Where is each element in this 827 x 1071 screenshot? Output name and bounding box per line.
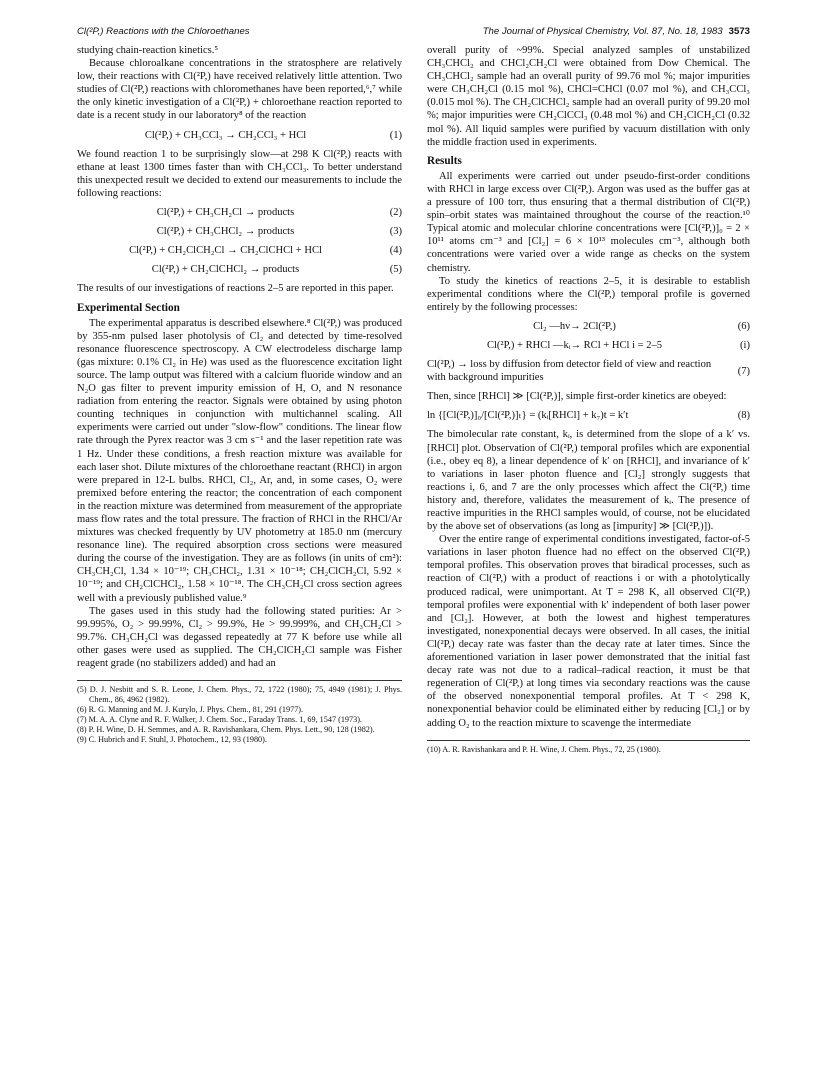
paragraph: We found reaction 1 to be surprisingly slow—at 298 K Cl(²P,) reacts with ethane at least 1300 times faster than with CH₃CCl₃. To better understand this unexpected result we decided to extend our measurements to include the following reactions: — [77, 148, 402, 199]
paragraph: The bimolecular rate constant, kᵢ, is determined from the slope of a k′ vs. [RHCl] plot. Observation of Cl(²P,) temporal profiles which are exponential (i.e., obey eq 8), a linear dependence of k′ on [RHCl], and invariance of k′ to variations in laser photon fluence and [Cl₂] strongly suggests that reactions i, 6, and 7 are the only processes which affect the Cl(²P,) time history and, therefore, validates the measurement of kᵢ. The presence of reactive impurities in the RHCl samples would, of course, not be elucidated by the above set of observations (as long as [impurity] ≫ [Cl(²P,)]). — [427, 429, 750, 533]
paragraph: Because chloroalkane concentrations in the stratosphere are relatively low, their reactions with Cl(²P,) have received relatively little attention. Two studies of Cl(²P,) reactions with chloromethanes have been reported,⁶,⁷ while the only kinetic investigation of a Cl(²P,) + chloroethane reaction reported to date is a recent study in our laboratory⁸ of the reaction — [77, 58, 402, 122]
paragraph: To study the kinetics of reactions 2–5, it is desirable to establish experimental conditions where the Cl(²P,) temporal profile is governed entirely by the following processes: — [427, 275, 750, 313]
section-heading: Experimental Section — [77, 301, 180, 314]
equation-1: Cl(²P,) + CH₃CCl₃ → CH₂CCl₃ + HCl (1) — [144, 129, 402, 141]
paragraph: Over the entire range of experimental conditions investigated, factor-of-5 variations in laser photon fluence had no effect on the observed Cl(²P,) temporal profiles. This observation proves that biradical processes, such as reaction of Cl(²P,) with a product of reactions i or with a photolytically produced radical, were unimportant. At T = 298 K, all observed Cl(²P,) temporal profiles were exponential with k′ independent of both laser power and [Cl₂]. However, at both the lowest and highest temperatures investigated, nonexponential decays were observed. In all cases, the initial Cl(²P,) decay rate was faster than the decay rate at later times. Since the aforementioned variation in laser power demonstrated that the initial fast decay rate was not due to a radical–radical reaction, it must be that regeneration of Cl(²P,) at long times via secondary reactions was the cause of the observed nonexponential temporal profiles. At T < 298 K, nonexponential behavior could be eliminated either by reducing [Cl₂] or by adding O₂ to the reaction mixture to scavenge the intermediate — [427, 534, 750, 729]
paragraph: overall purity of ~99%. Special analyzed samples of unstabilized CH₃CHCl₂ and CHCl₂CH₂Cl were obtained from Dow Chemical. The CH₃CHCl₂ sample had an overall purity of 99.76 mol %; major impurities were CH₃CH₂Cl (0.15 mol %), CHCl=CHCl (0.07 mol %), and CH₃CCl₃ (0.015 mol %). The CH₂ClCHCl₂ sample had an overall purity of 99.20 mol %; major impurities were CH₂ClCCl₃ (0.48 mol %) and CH₂ClCH₂Cl (0.32 mol %). All liquid samples were purified by vacuum distillation with only the middle fraction used in experiments. — [427, 45, 750, 148]
journal-citation: The Journal of Physical Chemistry, Vol. 87, No. 18, 1983 3573 — [482, 26, 750, 37]
footnotes — [427, 740, 750, 755]
paragraph: The gases used in this study had the following stated purities: Ar > 99.995%, O₂ > 99.99%, Cl₂ > 99.9%, He > 99.999%, and CH₃CH₂Cl > 99.7%. CH₃CH₂Cl was degassed repeatedly at 77 K before use while all other gases were used as supplied. The CH₂ClCH₂Cl sample was Fisher reagent grade (no stabilizers added) and had an — [77, 605, 402, 670]
footnote: (5) D. J. Nesbitt and S. R. Leone, J. Chem. Phys., 72, 1722 (1980); 75, 4949 (1981); J. Phys. Chem., 86, 4962 (1982). — [77, 685, 402, 705]
equation-i: Cl(²P,) + RHCl ―kᵢ→ RCl + HCl i = 2–5 (i) — [486, 339, 750, 351]
paragraph: All experiments were carried out under pseudo-first-order conditions with RHCl in large excess over Cl(²P,). Argon was used as the buffer gas at a pressure of 100 torr, thus ensuring that a thermal distribution of Cl(²P,) spin–orbit states was maintained throughout the course of the reaction.¹⁰ Typical atomic and molecular chlorine concentrations were [Cl(²P,)]₀ = 2 × 10¹¹ atoms cm⁻³ and [Cl₂] = 6 × 10¹³ molecules cm⁻³, although both concentrations were varied over a wide range as checks on the system chemistry. — [427, 170, 750, 274]
equation-6: Cl₂ ―hν→ 2Cl(²P,) (6) — [533, 320, 750, 332]
right-column — [427, 44, 750, 755]
footnote: (8) P. H. Wine, D. H. Semmes, and A. R. Ravishankara, Chem. Phys. Lett., 90, 128 (1982). — [77, 725, 375, 735]
footnote: (6) R. G. Manning and M. J. Kurylo, J. Phys. Chem., 81, 291 (1977). — [77, 705, 304, 715]
running-title: Cl(²P,) Reactions with the Chloroethanes — [77, 26, 250, 37]
equation-2: Cl(²P,) + CH₃CH₂Cl → products (2) — [156, 207, 402, 219]
equation-5: Cl(²P,) + CH₂ClCHCl₂ → products (5) — [151, 264, 402, 276]
footnote: (9) C. Hubrich and F. Stuhl, J. Photochem., 12, 93 (1980). — [77, 735, 267, 745]
paragraph: The experimental apparatus is described elsewhere.⁸ Cl(²P,) was produced by 355-nm pulsed laser photolysis of Cl₂ and detected by time-resolved resonance fluorescence spectroscopy. A CW electrodeless discharge lamp (gas mixture: 0.1% Cl₂ in He) was used as the fluorescence excitation light source. The lamp output was filtered with a calcium fluoride window and an N₂O gas filter to prevent impurity emission of H, O, and N resonance radiation from entering the reactor. Signals were obtained by using photon counting techniques in conjunction with multichannel scaling. All experiments were carried out under "slow-flow" conditions. The linear flow rate through the Pyrex reactor was 3 cm s⁻¹ and the laser repetition rate was 1 Hz. Under these conditions, a fresh reaction mixture was available for each laser shot. Dilute mixtures of the chloroethane reactant (RHCl) in argon were prepared in 12-L bulbs. RHCl, Cl₂, Ar, and, in some cases, O₂ were premixed before entering the reactor; the concentration of each component in the reaction mixture was determined from measurement of the appropriate mass flow rates and the total pressure. The fraction of RHCl in the RHCl/Ar mixtures was checked frequently by UV photometry at 185.0 nm (mercury resonance line). The required absorption cross sections were measured during the course of the investigation. They are as follows (in units of cm²): CH₃CH₂Cl, 1.34 × 10⁻¹⁹; CH₃CHCl₂, 1.31 × 10⁻¹⁸; CH₂ClCH₂Cl, 5.92 × 10⁻¹⁹; and CH₂ClCHCl₂, 1.58 × 10⁻¹⁸. The CH₃CH₂Cl cross section agrees well with a previously published value.⁹ — [77, 317, 402, 604]
paragraph: The results of our investigations of reactions 2–5 are reported in this paper. — [77, 283, 394, 295]
running-header — [77, 26, 750, 42]
equation-3: Cl(²P,) + CH₃CHCl₂ → products (3) — [156, 226, 402, 238]
paragraph: studying chain-reaction kinetics.⁵ — [77, 45, 219, 56]
equation-7: Cl(²P,) → loss by diffusion from detector field of view and reaction with background impurities (7) — [427, 359, 750, 384]
equation-8: ln {[Cl(²P,)]₀/[Cl(²P,)]ₜ} = (kᵢ[RHCl] + k₇)t = k′t (8) — [427, 410, 750, 422]
paragraph: Then, since [RHCl] ≫ [Cl(²P,)], simple first-order kinetics are obeyed: — [427, 391, 727, 403]
footnotes — [77, 680, 402, 745]
footnote: (7) M. A. A. Clyne and R. F. Walker, J. Chem. Soc., Faraday Trans. 1, 69, 1547 (1973). — [77, 715, 362, 725]
section-heading: Results — [427, 154, 462, 167]
equation-4: Cl(²P,) + CH₂ClCH₂Cl → CH₂ClCHCl + HCl (4) — [129, 245, 402, 257]
page-number: 3573 — [728, 26, 750, 37]
left-column — [77, 44, 402, 745]
footnote: (10) A. R. Ravishankara and P. H. Wine, J. Chem. Phys., 72, 25 (1980). — [427, 744, 661, 754]
